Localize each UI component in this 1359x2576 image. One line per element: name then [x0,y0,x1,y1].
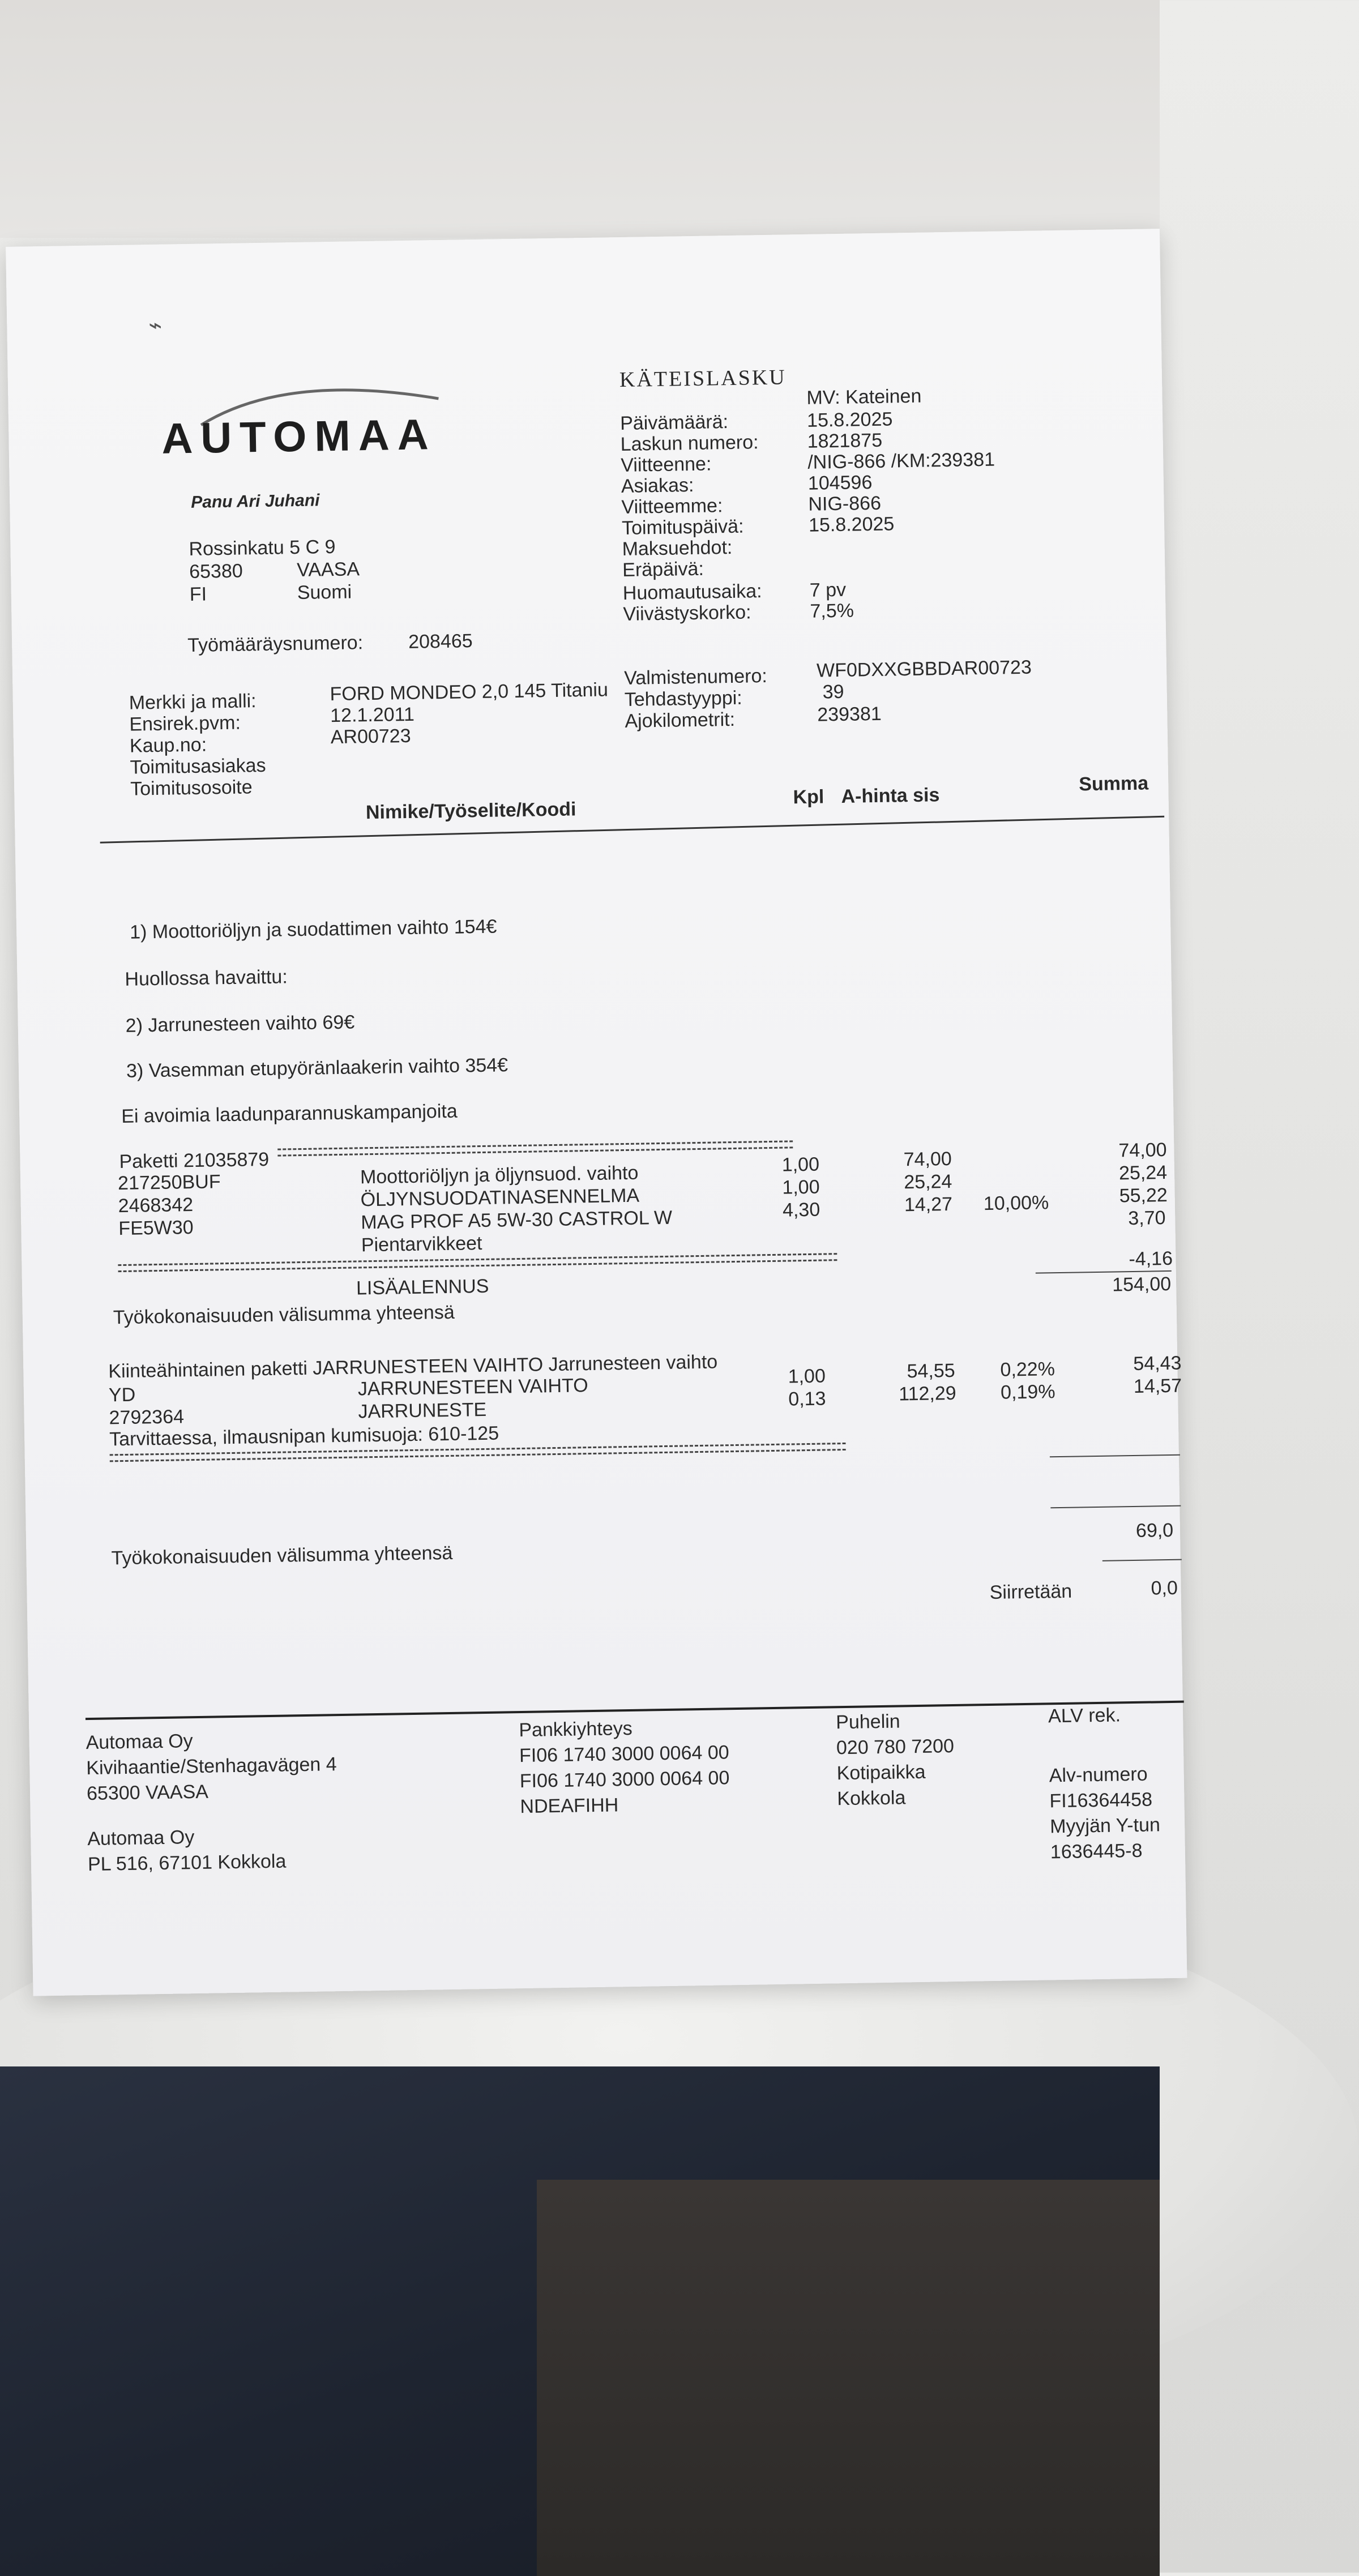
footer-line: 1636445-8 [1050,1839,1143,1863]
field-label: Maksuehdot: [622,536,733,560]
item-sum: 54,43 [1133,1352,1182,1375]
note-line: Huollossa havaittu: [125,966,288,990]
double-rule [118,1253,837,1272]
discount-value: -4,16 [1129,1247,1173,1270]
col-header-name: Nimike/Työselite/Koodi [365,798,576,824]
footer-line: Kokkola [837,1787,906,1810]
item-desc: JARRUNESTE [358,1398,487,1423]
item-price: 25,24 [903,1170,952,1193]
field-value: 15.8.2025 [806,408,893,431]
note-line: 3) Vasemman etupyöränlaakerin vaihto 354€ [126,1054,508,1082]
item-discount: 0,19% [1000,1381,1055,1403]
item-sum: 74,00 [1118,1139,1167,1162]
mileage-label: Ajokilometrit: [625,708,736,732]
item-sum: 25,24 [1118,1161,1168,1184]
first-reg-label: Ensirek.pvm: [129,712,241,735]
payment-note: MV: Kateinen [806,385,922,409]
field-label: Asiakas: [621,474,694,497]
subtotal-label: Työkokonaisuuden välisumma yhteensä [113,1301,455,1329]
footer-line: FI16364458 [1049,1788,1153,1812]
delivery-address: Toimitusosoite [130,776,253,800]
item-desc: ÖLJYNSUODATINASENNELMA [360,1184,640,1211]
invoice-paper [6,229,1187,1996]
footer-line: Myyjän Y-tun [1049,1814,1161,1838]
footer-line: Kotipaikka [836,1761,926,1785]
invoice-title: KÄTEISLASKU [619,365,787,392]
footer-line: PL 516, 67101 Kokkola [87,1850,287,1876]
col-header-price: A-hinta sis [841,784,940,807]
item-price: 14,27 [904,1193,953,1216]
field-label: Viitteemme: [621,495,723,518]
field-value: 104596 [807,472,873,494]
package-title: Paketti 21035879 [119,1148,270,1173]
package-note: Tarvittaessa, ilmausnipan kumisuoja: 610-125 [109,1422,499,1450]
company-logo: AUTOMAA [161,410,437,463]
note-line: Ei avoimia laadunparannuskampanjoita [121,1100,458,1127]
factory-type-label: Tehdastyyppi: [624,687,743,711]
customer-postcode: 65380 [189,560,243,583]
footer-line: Puhelin [835,1710,900,1734]
item-sum: 55,22 [1119,1184,1168,1207]
item-desc: JARRUNESTEEN VAIHTO [357,1375,588,1400]
field-value: 7,5% [810,600,854,622]
first-reg-date: 12.1.2011 [330,703,415,727]
footer-line: Automaa Oy [86,1730,193,1754]
item-code: FE5W30 [118,1217,194,1240]
footer-line: FI06 1740 3000 0064 00 [519,1767,730,1792]
vin-value: WF0DXXGBBDAR00723 [816,656,1032,682]
subtotal-label: Työkokonaisuuden välisumma yhteensä [111,1542,453,1569]
field-value: 15.8.2025 [808,513,895,536]
item-qty: 1,00 [788,1365,826,1388]
customer-city: VAASA [296,558,360,581]
field-label: Päivämäärä: [619,411,729,434]
customer-country: Suomi [297,581,352,604]
field-label: Eräpäivä: [622,558,704,581]
field-label: Huomautusaika: [622,580,762,604]
footer-line: 020 780 7200 [836,1735,955,1759]
sum-rule [1050,1505,1181,1509]
mileage-value: 239381 [817,703,882,726]
item-sum: 14,57 [1133,1375,1182,1397]
item-discount: 10,00% [983,1192,1049,1215]
item-code: 217250BUF [117,1171,221,1195]
field-label: Toimituspäivä: [621,515,744,539]
subtotal-value: 154,00 [1112,1273,1172,1296]
carry-over-value: 0,0 [1151,1577,1178,1599]
item-qty: 1,00 [782,1176,820,1199]
vin-label: Valmistenumero: [623,665,768,689]
footer-line: Alv-numero [1049,1763,1148,1787]
footer-line: Kivihaantie/Stenhagavägen 4 [86,1753,337,1779]
delivery-customer: Toimitusasiakas [130,754,266,778]
item-qty: 4,30 [782,1199,820,1221]
header-rule [100,816,1165,844]
carry-over-label: Siirretään [989,1580,1072,1604]
work-order-number: 208465 [408,630,473,653]
background-wall [0,0,1160,238]
footer-line: NDEAFIHH [520,1794,619,1818]
footer-line: ALV rek. [1048,1704,1121,1727]
field-value: /NIG-866 /KM:239381 [807,448,995,473]
sum-rule [1102,1559,1182,1561]
kaup-number: AR00723 [330,725,411,748]
item-desc: Moottoriöljyn ja öljynsuod. vaihto [360,1162,639,1188]
field-value: 1821875 [807,429,883,452]
field-label: Viivästyskorko: [623,601,751,625]
footer-rule [86,1701,1184,1720]
item-code: 2468342 [118,1194,194,1217]
floor-shadow [537,2180,1160,2576]
footer-line: Pankkiyhteys [519,1717,633,1741]
footer-line: 65300 VAASA [86,1781,209,1805]
field-value: NIG-866 [808,492,882,515]
item-price: 74,00 [903,1148,952,1171]
vehicle-make-label: Merkki ja malli: [129,690,257,714]
field-value: 7 pv [809,579,847,601]
col-header-qty: Kpl [793,786,824,808]
kaup-label: Kaup.no: [129,734,207,757]
sum-rule [1050,1454,1180,1458]
work-order-label: Työmääräysnumero: [187,632,364,657]
footer-line: FI06 1740 3000 0064 00 [519,1741,729,1767]
double-rule [277,1140,793,1156]
note-line: 1) Moottoriöljyn ja suodattimen vaihto 154€ [129,915,497,943]
item-price: 112,29 [898,1382,956,1405]
factory-type-value: 39 [822,681,844,703]
field-label: Viitteenne: [621,453,712,476]
discount-label: LISÄALENNUS [356,1275,489,1299]
package-title: Kiinteähintainen paketti JARRUNESTEEN VAIHTO Jarrunesteen vaihto [108,1351,718,1383]
customer-name: Panu Ari Juhani [190,491,320,512]
item-sum: 3,70 [1128,1207,1166,1230]
vehicle-make: FORD MONDEO 2,0 145 Titaniu [330,679,609,705]
item-code: YD [108,1384,136,1406]
subtotal-value: 69,0 [1135,1519,1174,1542]
customer-street: Rossinkatu 5 C 9 [189,536,336,560]
item-price: 54,55 [907,1359,955,1383]
item-desc: Pientarvikkeet [361,1233,482,1256]
item-discount: 0,22% [1000,1358,1055,1381]
customer-country-code: FI [189,583,207,605]
item-desc: MAG PROF A5 5W-30 CASTROL W [360,1206,673,1234]
note-line: 2) Jarrunesteen vaihto 69€ [125,1011,355,1037]
field-label: Laskun numero: [620,431,759,455]
item-qty: 1,00 [781,1153,820,1176]
item-qty: 0,13 [788,1388,826,1410]
item-code: 2792364 [109,1406,185,1429]
pen-mark: ⌁ [148,313,163,339]
col-header-sum: Summa [1078,772,1149,795]
footer-line: Automaa Oy [87,1826,195,1850]
